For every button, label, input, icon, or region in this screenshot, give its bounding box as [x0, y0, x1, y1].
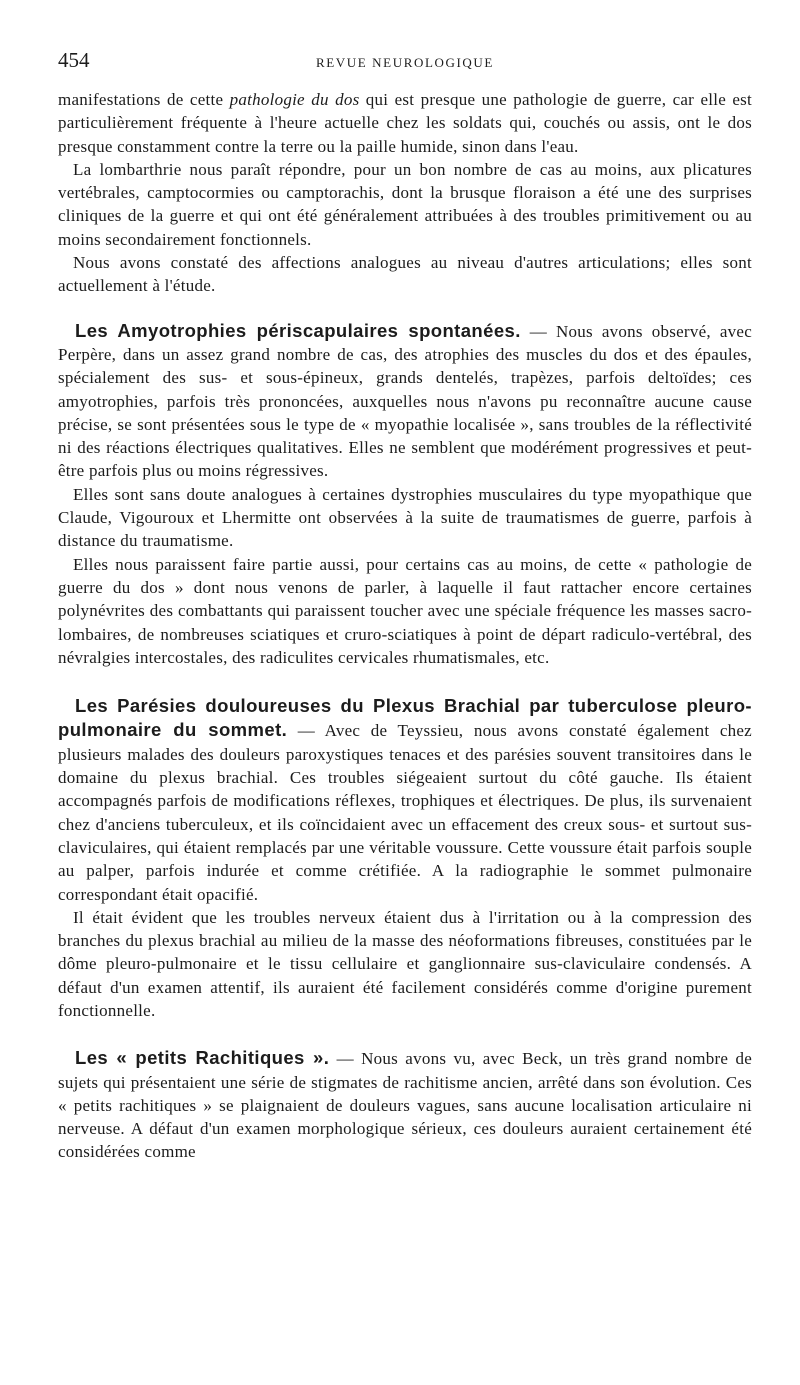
section-paresies — [58, 694, 752, 906]
section-text: — Avec de Teyssieu, nous avons constaté également chez plusieurs malades des douleurs paroxystiques tenaces et des parésies souvent transitoires dans le domaine du plexus brachial. Ces troubles siégeaient surtout du côté gauche. Ils étaient accompagnés parfois de modifications réflexes, trophiques et électriques. De plus, ils survenaient chez d'anciens tuberculeux, et ils coïncidaient avec un effacement des creux sous- et surtout sus-claviculaires, qui étaient remplacés par une véritable voussure. Cette voussure était parfois souple au palper, parfois indurée et comme crétifiée. A la radiographie le sommet pulmonaire correspondant était opacifié. — [58, 721, 752, 904]
section-spacer — [58, 669, 752, 694]
paragraph-text: manifestations de cette — [58, 90, 230, 109]
section-text: — Nous avons vu, avec Beck, un très grand nombre de sujets qui présentaient une série de stigmates de rachitisme ancien, arrêté dans son évolution. Ces « petits rachitiques » se plaignaient de douleurs vagues, sans aucune localisation articulaire ni nerveuse. A défaut d'un examen morphologique sérieux, ces douleurs auraient certainement été considérées comme — [58, 1049, 752, 1162]
section-heading: Les Amyotrophies périscapulaires spontanées. — [75, 319, 521, 341]
page-number: 454 — [58, 48, 90, 72]
paragraph-affections: Nous avons constaté des affections analogues au niveau d'autres articulations; elles sont actuellement à l'étude. — [58, 253, 752, 296]
paragraph-lombarthrie: La lombarthrie nous paraît répondre, pour un bon nombre de cas au moins, aux plicatures vertébrales, camptocormies ou camptorachis, dont la brusque floraison a été une des surprises cliniques de la guerre et qui ont été généralement attribuées à des troubles primitivement ou au moins secondairement fonctionnels. — [58, 159, 752, 249]
section-text: — Nous avons observé, avec Perpère, dans un assez grand nombre de cas, des atrophies des muscles du dos et des épaules, spécialement des sus- et sous-épineux, grands dentelés, trapèzes, parfois deltoïdes; ces amyotrophies, parfois très prononcées, auxquelles nous n'avons pu reconnaître aucune cause précise, se sont présentées sous le type de « myopathie localisée », sans troubles de la réflectivité ni des réactions électriques qualitatives. Elles ne semblent que modérément progressives et peut-être parfois plus ou moins régressives. — [58, 321, 752, 481]
section-heading: Les Parésies douloureuses du Plexus Brachial par tuberculose pleuro-pulmonaire du sommet. — [58, 695, 752, 741]
italic-term: pathologie du dos — [229, 90, 360, 109]
paragraph-dystrophies: Elles sont sans doute analogues à certaines dystrophies musculaires du type myopathique que Claude, Vigouroux et Lhermitte ont observées à la suite de traumatismes de guerre, parfois à distance du traumatisme. — [58, 484, 752, 551]
section-rachitiques — [58, 1046, 752, 1163]
section-spacer — [58, 298, 752, 319]
article-body — [58, 88, 752, 1164]
paragraph-pathologie-guerre: Elles nous paraissent faire partie aussi, pour certains cas au moins, de cette « pathologie de guerre du dos » dont nous venons de parler, à laquelle il faut rattacher encore certaines polynévrites des combattants qui paraissent toucher avec une spéciale fréquence les masses sacro-lombaires, de nombreuses sciatiques et cruro-sciatiques à point de départ radiculo-vertébral, des névralgies intercostales, des radiculites cervicales rhumatismales, etc. — [58, 554, 752, 667]
section-heading: Les « petits Rachitiques ». — [75, 1047, 330, 1069]
running-title: REVUE NEUROLOGIQUE — [316, 55, 494, 70]
section-spacer — [58, 1022, 752, 1046]
paragraph-dos-pathology — [58, 88, 752, 158]
paragraph-text: qui est presque une pathologie de guerre, car elle est particulièrement fréquente à l'heure actuelle chez les soldats qui, couchés ou assis, ont le dos presque constamment contre la terre ou la paille humide, sinon dans l'eau. — [58, 90, 752, 156]
paragraph-irritation: Il était évident que les troubles nerveux étaient dus à l'irritation ou à la compression des branches du plexus brachial au milieu de la masse des néoformations fibreuses, constituées par le dôme pleuro-pulmonaire et le tissu cellulaire et ganglionnaire sus-claviculaire condensés. A défaut d'un examen attentif, ils auraient été facilement considérés comme d'origine purement fonctionnelle. — [58, 907, 752, 1020]
page-header — [58, 48, 748, 74]
section-amyotrophies — [58, 319, 752, 483]
